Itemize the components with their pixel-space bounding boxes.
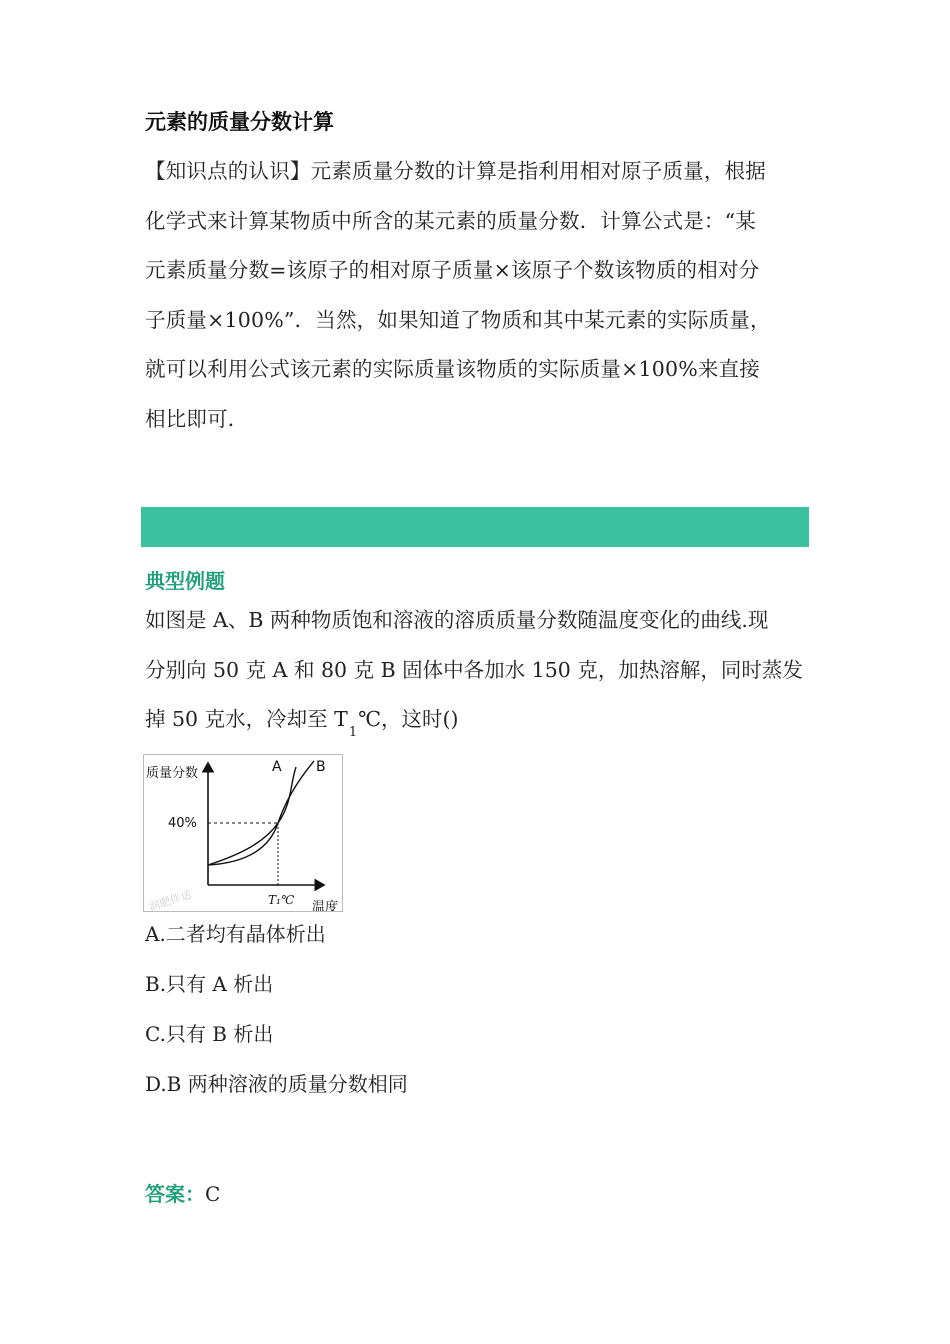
option-c: C.只有 B 析出 — [145, 1022, 274, 1046]
question-text — [145, 596, 813, 748]
question-line-start: 掉 50 克水，冷却至 T — [145, 707, 348, 732]
section-divider-band — [141, 507, 809, 547]
option-d: D.B 两种溶液的质量分数相同 — [145, 1072, 408, 1096]
y-tick-label: 40% — [168, 816, 197, 831]
knowledge-line: 相比即可． — [145, 406, 249, 431]
solubility-figure — [143, 754, 343, 912]
curve-a-label: A — [272, 759, 282, 775]
option-a: A.二者均有晶体析出 — [145, 922, 326, 946]
y-axis-label: 质量分数 — [146, 766, 199, 781]
option-b: B.只有 A 析出 — [145, 972, 274, 996]
knowledge-paragraph — [145, 147, 813, 445]
answer — [145, 1178, 220, 1207]
x-axis-label: 温度 — [312, 900, 339, 911]
answer-value: C — [205, 1182, 221, 1206]
question-line: 分别向 50 克 A 和 80 克 B 固体中各加水 150 克，加热溶解，同时蒸发 — [145, 657, 803, 682]
knowledge-line: 化学式来计算某物质中所含的某元素的质量分数．计算公式是：“某 — [145, 208, 756, 233]
page-title: 元素的质量分数计算 — [145, 110, 334, 134]
question-line — [145, 695, 813, 748]
section-heading: 典型例题 — [145, 569, 225, 593]
knowledge-line: 元素质量分数=该原子的相对原子质量×该原子个数该物质的相对分 — [145, 258, 760, 283]
x-tick-label: T₁℃ — [268, 893, 295, 907]
subscript: 1 — [348, 725, 358, 741]
question-line: 如图是 A、B 两种物质饱和溶液的溶质质量分数随温度变化的曲线.现 — [145, 608, 769, 632]
solubility-graph — [144, 755, 342, 911]
knowledge-line: 就可以利用公式该元素的实际质量该物质的实际质量×100%来直接 — [145, 357, 760, 382]
question-line-end: ℃，这时() — [358, 707, 459, 732]
curve-a — [208, 767, 296, 865]
curve-b — [208, 761, 314, 865]
knowledge-line: 子质量×100%”．当然，如果知道了物质和其中某元素的实际质量， — [145, 307, 771, 332]
curve-b-label: B — [316, 759, 326, 775]
watermark: 润肥伴送 — [147, 887, 194, 911]
knowledge-line: 【知识点的认识】元素质量分数的计算是指利用相对原子质量，根据 — [145, 159, 766, 183]
answer-label: 答案： — [145, 1182, 205, 1206]
